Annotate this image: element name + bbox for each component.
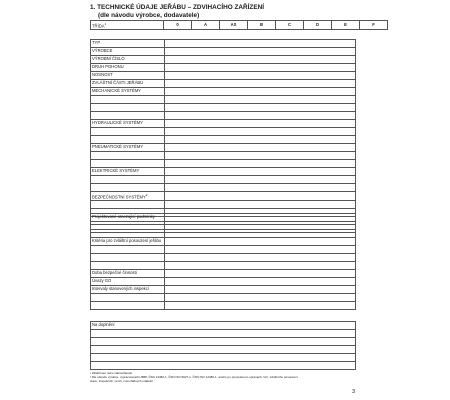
form-row — [91, 120, 356, 128]
row-label — [91, 80, 165, 88]
row-label — [91, 238, 165, 246]
row-label — [91, 160, 165, 168]
row-label — [91, 104, 165, 112]
row-label — [91, 254, 165, 262]
row-label — [91, 136, 165, 144]
footnote: stavu, inspekcích, revizí, mimořádných událostí — [90, 379, 153, 384]
row-value-cell[interactable] — [165, 64, 356, 72]
title-main: 1. TECHNICKÉ ÚDAJE JEŘÁBU – ZDVIHACÍHO ZAŘÍZENÍ — [90, 4, 264, 11]
form-row — [91, 262, 356, 270]
class-option-cell[interactable]: 0 — [164, 21, 192, 30]
row-value-cell[interactable] — [165, 270, 356, 278]
row-label-text: Projektované omezující podmínky — [92, 214, 155, 219]
row-label — [91, 96, 165, 104]
row-value-cell[interactable] — [165, 136, 356, 144]
row-label — [91, 48, 165, 56]
footnote: ¹ Zaškrtnout nebo zakroužkovat — [90, 371, 133, 375]
row-value-cell[interactable] — [165, 262, 356, 270]
form-row — [91, 201, 356, 209]
row-label — [91, 278, 165, 286]
row-label — [91, 152, 165, 160]
technical-data-table — [90, 39, 356, 233]
form-row — [91, 160, 356, 168]
row-label — [91, 262, 165, 270]
notes-cell[interactable]: Na doplnění — [91, 322, 356, 330]
row-value-cell[interactable] — [165, 96, 356, 104]
footnotes — [90, 371, 355, 384]
form-row — [91, 88, 356, 96]
page-title — [90, 4, 264, 20]
form-row — [91, 246, 356, 254]
row-label — [91, 222, 165, 230]
form-row — [91, 278, 356, 286]
conditions-table — [90, 213, 356, 310]
row-value-cell[interactable] — [165, 192, 356, 201]
row-value-cell[interactable] — [165, 254, 356, 262]
row-value-cell[interactable] — [165, 56, 356, 64]
row-value-cell[interactable] — [165, 104, 356, 112]
row-label — [91, 88, 165, 96]
footnote-separator — [90, 369, 125, 370]
row-value-cell[interactable] — [165, 230, 356, 238]
row-label-sup: 2 — [145, 193, 148, 197]
row-value-cell[interactable] — [165, 80, 356, 88]
row-value-cell[interactable] — [165, 294, 356, 302]
class-label-cell — [91, 21, 164, 30]
row-label — [91, 72, 165, 80]
form-row — [91, 362, 356, 370]
class-option-cell[interactable]: B — [248, 21, 276, 30]
row-value-cell[interactable] — [165, 238, 356, 246]
row-value-cell[interactable] — [165, 144, 356, 152]
notes-cell[interactable] — [91, 330, 356, 338]
class-label: TŘÍDA — [92, 23, 105, 29]
notes-cell[interactable] — [91, 338, 356, 346]
row-label-text: TYP — [92, 40, 101, 45]
row-label-text: BEZPEČNOSTNÍ SYSTÉMY — [92, 194, 146, 200]
notes-cell[interactable] — [91, 346, 356, 354]
row-value-cell[interactable] — [165, 302, 356, 310]
row-value-cell[interactable] — [165, 214, 356, 222]
row-value-cell[interactable] — [165, 120, 356, 128]
row-value-cell[interactable] — [165, 160, 356, 168]
row-value-cell[interactable] — [165, 112, 356, 120]
form-row — [91, 330, 356, 338]
row-value-cell[interactable] — [165, 88, 356, 96]
row-label — [91, 286, 165, 294]
class-option-cell[interactable]: AS — [220, 21, 248, 30]
form-row — [91, 152, 356, 160]
row-label — [91, 294, 165, 302]
row-value-cell[interactable] — [165, 176, 356, 184]
row-value-cell[interactable] — [165, 40, 356, 48]
row-label — [91, 64, 165, 72]
row-label — [91, 128, 165, 136]
form-row — [91, 40, 356, 48]
form-row — [91, 270, 356, 278]
row-value-cell[interactable] — [165, 201, 356, 209]
form-row — [91, 72, 356, 80]
row-value-cell[interactable] — [165, 246, 356, 254]
form-row — [91, 184, 356, 192]
row-label — [91, 201, 165, 209]
row-label — [91, 270, 165, 278]
row-value-cell[interactable] — [165, 128, 356, 136]
form-row — [91, 354, 356, 362]
form-row — [91, 254, 356, 262]
notes-cell[interactable] — [91, 362, 356, 370]
form-row — [91, 104, 356, 112]
form-row — [91, 286, 356, 294]
row-label — [91, 230, 165, 238]
row-value-cell[interactable] — [165, 278, 356, 286]
row-label-text: Úvazy GO — [92, 278, 112, 283]
row-label-text: MECHANICKÉ SYSTÉMY — [92, 88, 142, 93]
title-subtitle: (dle návodu výrobce, dodavatele) — [98, 12, 200, 19]
row-value-cell[interactable] — [165, 72, 356, 80]
form-row — [91, 168, 356, 176]
row-label — [91, 56, 165, 64]
row-label-text: Kritéria pro zvláštní posouzení jeřábu — [92, 238, 162, 243]
notes-cell[interactable] — [91, 354, 356, 362]
row-value-cell[interactable] — [165, 152, 356, 160]
row-value-cell[interactable] — [165, 184, 356, 192]
row-label — [91, 192, 165, 201]
form-row — [91, 322, 356, 330]
row-label — [91, 120, 165, 128]
row-value-cell[interactable] — [165, 48, 356, 56]
class-table — [90, 20, 388, 30]
row-label-text: PNEUMATICKÉ SYSTÉMY — [92, 144, 144, 149]
row-label — [91, 40, 165, 48]
form-row — [91, 96, 356, 104]
form-row — [91, 238, 356, 246]
row-label-text: ELEKTRICKÉ SYSTÉMY — [92, 168, 140, 173]
form-row — [91, 64, 356, 72]
form-row — [91, 48, 356, 56]
form-row — [91, 176, 356, 184]
row-label — [91, 184, 165, 192]
row-label — [91, 168, 165, 176]
class-label-sup: 1 — [104, 22, 107, 26]
form-row — [91, 192, 356, 201]
form-row — [91, 214, 356, 222]
form-row — [91, 346, 356, 354]
footnote: ² Dle návodu výrobce, vypracovaného BBP, ČSN 13482-1, ČSN ISO 9927-1, ČSN ISO 12480-1, anebo po provedeném opravách, GO, zvláštního posouzení — [90, 375, 298, 380]
row-label — [91, 246, 165, 254]
row-label-text: HYDRAULICKÉ SYSTÉMY — [92, 120, 143, 125]
row-label — [91, 144, 165, 152]
row-label-text: NOSNOST — [92, 72, 113, 77]
form-row — [91, 294, 356, 302]
form-row — [91, 302, 356, 310]
form-row — [91, 338, 356, 346]
form-row — [91, 222, 356, 230]
row-value-cell[interactable] — [165, 168, 356, 176]
form-row — [91, 56, 356, 64]
row-label — [91, 112, 165, 120]
class-option-cell[interactable]: F — [360, 21, 388, 30]
row-value-cell[interactable] — [165, 286, 356, 294]
row-label-text: Doba bezpečné činnosti — [92, 270, 137, 275]
page-number: 3 — [352, 389, 356, 395]
row-label-text: VÝROBNÍ ČÍSLO — [92, 56, 125, 61]
row-label — [91, 302, 165, 310]
row-label — [91, 176, 165, 184]
row-value-cell[interactable] — [165, 222, 356, 230]
class-option-cell[interactable]: A — [192, 21, 220, 30]
row-label-text: VÝROBCE — [92, 48, 113, 53]
class-option-cell[interactable]: E — [332, 21, 360, 30]
form-row — [91, 128, 356, 136]
row-label-text: ZVLÁŠTNÍ ČÁSTI JEŘÁBU — [92, 80, 144, 85]
form-row — [91, 136, 356, 144]
form-row — [91, 144, 356, 152]
row-label-text: DRUH POHONU — [92, 64, 124, 69]
class-option-cell[interactable]: D — [304, 21, 332, 30]
class-row — [91, 21, 388, 30]
row-label — [91, 214, 165, 222]
form-row — [91, 230, 356, 238]
row-label-text: Intervaly stanovených inspekcí — [92, 286, 150, 291]
class-option-cell[interactable]: C — [276, 21, 304, 30]
form-row — [91, 112, 356, 120]
notes-table — [90, 321, 356, 370]
form-row — [91, 80, 356, 88]
